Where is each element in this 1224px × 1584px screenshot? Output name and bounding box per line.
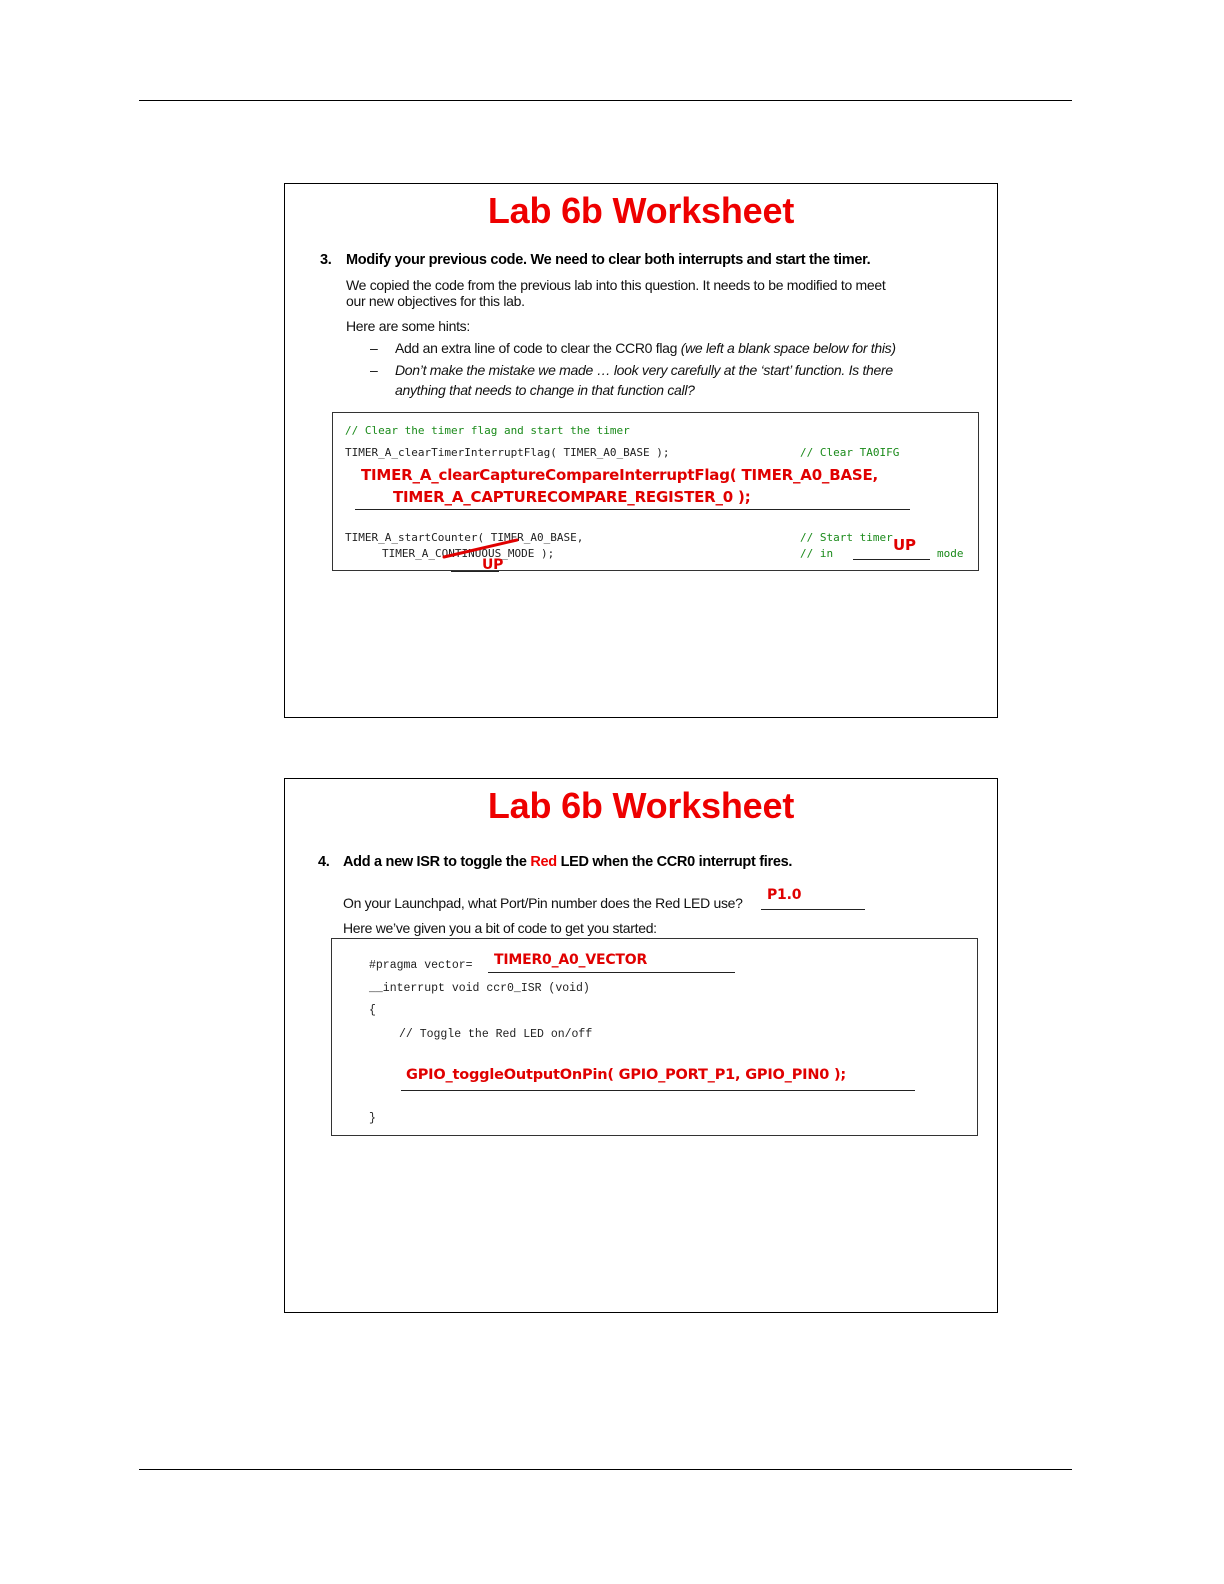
answer-mode-arg: UP xyxy=(482,557,504,573)
toggle-answer-line xyxy=(401,1090,915,1091)
code-start-comment: // Start timer xyxy=(800,531,893,544)
code-mode-comment-prefix: // in xyxy=(800,547,834,560)
question-number: 4. xyxy=(318,854,330,870)
footer-rule xyxy=(139,1469,1072,1470)
code-clear-flag-comment: // Clear TA0IFG xyxy=(800,446,900,459)
header-rule xyxy=(139,100,1072,101)
intro-line-1: We copied the code from the previous lab into this question. It needs to be modified to meet xyxy=(346,277,886,293)
slide-title: Lab 6b Worksheet xyxy=(487,785,795,826)
code-clear-flag-call: TIMER_A_clearTimerInterruptFlag( TIMER_A0_BASE ); xyxy=(345,446,670,459)
code-toggle-comment: // Toggle the Red LED on/off xyxy=(399,1028,593,1041)
port-answer-line xyxy=(761,909,865,910)
code-close-brace: } xyxy=(369,1112,376,1125)
hints-intro: Here are some hints: xyxy=(346,318,470,334)
hint-2-line-2: anything that needs to change in that function call? xyxy=(395,382,695,398)
answer-clear-ccr0-line-2: TIMER_A_CAPTURECOMPARE_REGISTER_0 ); xyxy=(393,488,751,506)
question-text-red: Red xyxy=(530,854,557,870)
hint-1-text: Add an extra line of code to clear the CCR0 flag xyxy=(395,340,681,356)
hint-dash: – xyxy=(370,362,378,378)
slide-question-4 xyxy=(284,778,998,1313)
answer-underline xyxy=(355,509,910,510)
strike-through-mark xyxy=(441,537,521,561)
code-mode-arg: TIMER_A_CONTINUOUS_MODE ); xyxy=(382,547,555,560)
code-box xyxy=(332,412,979,571)
answer-clear-ccr0-line-1: TIMER_A_clearCaptureCompareInterruptFlag( TIMER_A0_BASE, xyxy=(361,466,879,484)
given-code-text: Here we’ve given you a bit of code to get you started: xyxy=(343,920,657,936)
slide-question-3 xyxy=(284,183,998,718)
question-text-post: LED when the CCR0 interrupt fires. xyxy=(556,854,793,870)
code-start-counter-call: TIMER_A_startCounter( TIMER_A0_BASE, xyxy=(345,531,584,544)
code-isr-declaration: __interrupt void ccr0_ISR (void) xyxy=(369,982,590,995)
intro-line-2: our new objectives for this lab. xyxy=(346,293,525,309)
hint-1-note: (we left a blank space below for this) xyxy=(680,340,896,356)
answer-pragma-vector: TIMER0_A0_VECTOR xyxy=(494,952,648,968)
mode-comment-blank xyxy=(853,559,930,560)
question-number: 3. xyxy=(320,252,332,268)
slide-title: Lab 6b Worksheet xyxy=(487,190,795,231)
question-text-pre: Add a new ISR to toggle the xyxy=(343,854,531,870)
port-question: On your Launchpad, what Port/Pin number does the Red LED use? xyxy=(343,895,743,911)
port-answer: P1.0 xyxy=(767,887,802,903)
code-pragma: #pragma vector= xyxy=(369,959,473,972)
hint-1 xyxy=(395,340,896,356)
code-mode-comment-suffix: mode xyxy=(937,547,964,560)
hint-2-line-1: Don’t make the mistake we made … look very carefully at the ‘start’ function. Is there xyxy=(395,362,893,378)
pragma-answer-line xyxy=(488,972,735,973)
code-open-brace: { xyxy=(369,1004,376,1017)
code-comment: // Clear the timer flag and start the timer xyxy=(345,424,630,437)
question-text: Modify your previous code. We need to clear both interrupts and start the timer. xyxy=(346,252,871,268)
code-box xyxy=(331,938,978,1136)
answer-toggle-call: GPIO_toggleOutputOnPin( GPIO_PORT_P1, GPIO_PIN0 ); xyxy=(406,1067,847,1083)
answer-mode-comment: UP xyxy=(893,536,916,554)
hint-dash: – xyxy=(370,340,378,356)
question-text xyxy=(343,854,792,870)
